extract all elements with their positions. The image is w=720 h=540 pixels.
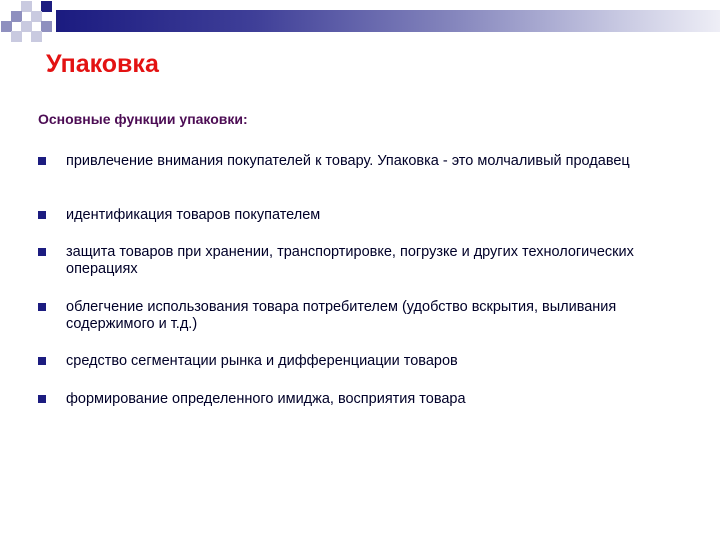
deco-square [11, 31, 22, 42]
square-bullet-icon [38, 157, 46, 165]
bullet-text: средство сегментации рынка и дифференциации товаров [66, 353, 458, 369]
deco-square [31, 31, 42, 42]
square-bullet-icon [38, 211, 46, 219]
slide-title: Упаковка [46, 50, 159, 78]
square-bullet-icon [38, 395, 46, 403]
deco-square [41, 1, 52, 12]
header-gradient-bar [56, 10, 720, 32]
square-bullet-icon [38, 303, 46, 311]
bullet-text: привлечение внимания покупателей к товару. Упаковка - это молчаливый продавец [66, 153, 630, 169]
bullet-text: облегчение использования товара потребителем (удобство вскрытия, выливания содержимого и т.д.) [66, 299, 617, 332]
deco-square [41, 21, 52, 32]
header-decoration [0, 0, 720, 50]
square-bullet-icon [38, 357, 46, 365]
square-bullet-icon [38, 248, 46, 256]
bullet-text: формирование определенного имиджа, восприятия товара [66, 391, 466, 407]
bullet-text: защита товаров при хранении, транспортировке, погрузке и других технологических операциях [66, 244, 634, 277]
bullet-text: идентификация товаров покупателем [66, 207, 321, 223]
slide-subtitle: Основные функции упаковки: [38, 111, 248, 127]
